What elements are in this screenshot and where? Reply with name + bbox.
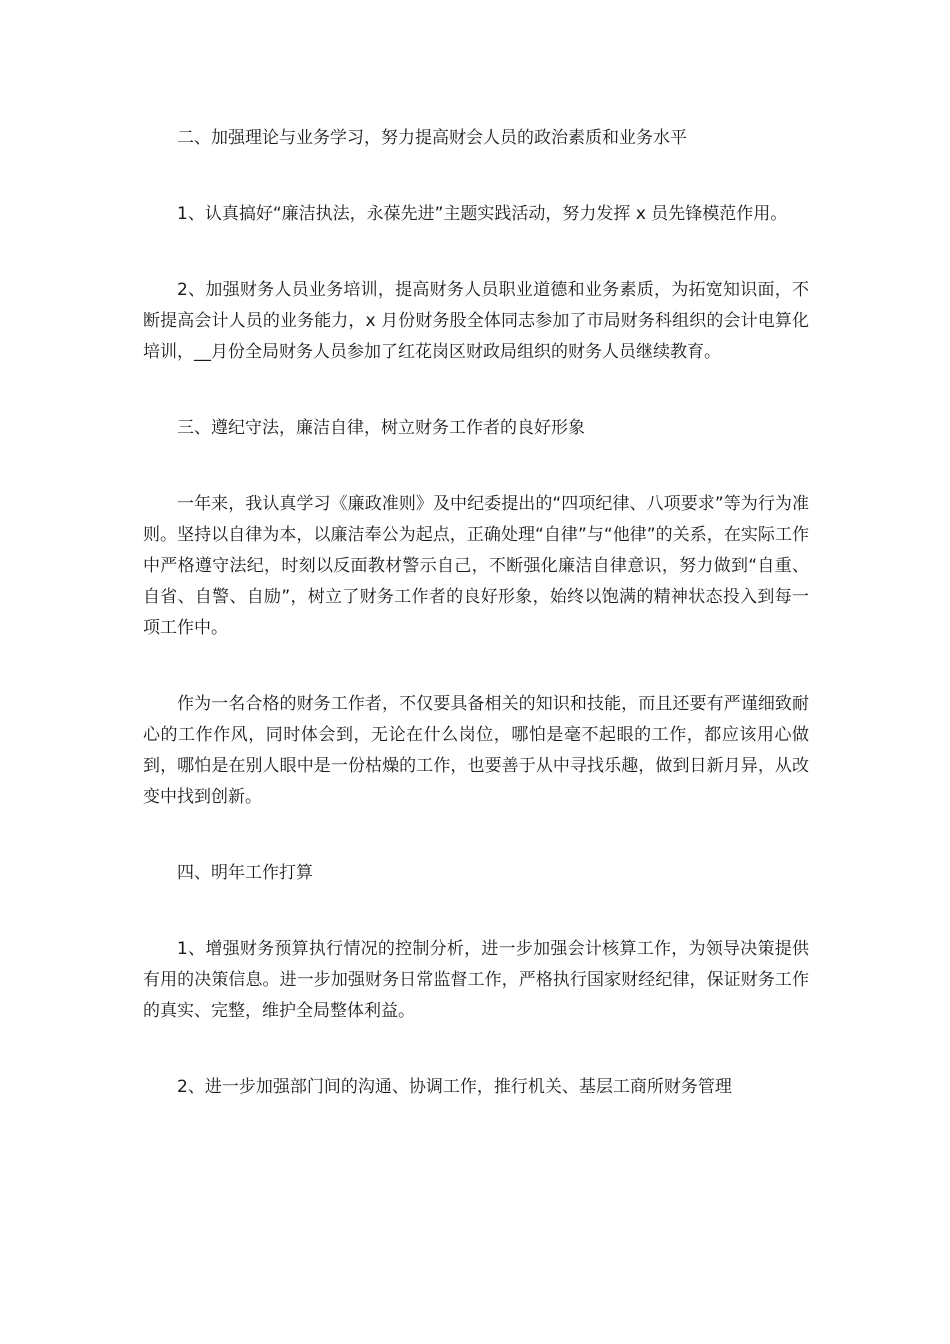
section-heading-four: 四、明年工作打算 — [177, 863, 313, 883]
paragraph-item-2: 2、加强财务人员业务培训，提高财务人员职业道德和业务素质，为拓宽知识面，不断提高会计人员的业务能力，x 月份财务股全体同志参加了市局财务科组织的会计电算化培训，__月份全局财务人员参加了红花岗区财政局组织的财务人员继续教育。 — [143, 280, 809, 362]
paragraph-plan-2: 2、进一步加强部门间的沟通、协调工作，推行机关、基层工商所财务管理 — [177, 1077, 732, 1097]
paragraph-self-discipline: 一年来，我认真学习《廉政准则》及中纪委提出的“四项纪律、八项要求”等为行为准则。坚持以自律为本，以廉洁奉公为起点，正确处理“自律”与“他律”的关系，在实际工作中严格遵守法纪，时刻以反面教材警示自己，不断强化廉洁自律意识，努力做到“自重、自省、自警、自励”，树立了财务工作者的良好形象，始终以饱满的精神状态投入到每一项工作中。 — [143, 494, 809, 638]
section-heading-two: 二、加强理论与业务学习，努力提高财会人员的政治素质和业务水平 — [177, 128, 687, 148]
paragraph-plan-1: 1、增强财务预算执行情况的控制分析，进一步加强会计核算工作，为领导决策提供有用的决策信息。进一步加强财务日常监督工作，严格执行国家财经纪律，保证财务工作的真实、完整，维护全局整体利益。 — [143, 939, 809, 1021]
paragraph-work-attitude: 作为一名合格的财务工作者，不仅要具备相关的知识和技能，而且还要有严谨细致耐心的工作作风，同时体会到，无论在什么岗位，哪怕是毫不起眼的工作，都应该用心做到，哪怕是在别人眼中是一份枯燥的工作，也要善于从中寻找乐趣，做到日新月异，从改变中找到创新。 — [143, 694, 809, 807]
document-body — [143, 123, 809, 1148]
paragraph-item-1: 1、认真搞好“廉洁执法，永葆先进”主题实践活动，努力发挥 x 员先锋模范作用。 — [177, 204, 788, 224]
section-heading-three: 三、遵纪守法，廉洁自律，树立财务工作者的良好形象 — [177, 418, 585, 438]
